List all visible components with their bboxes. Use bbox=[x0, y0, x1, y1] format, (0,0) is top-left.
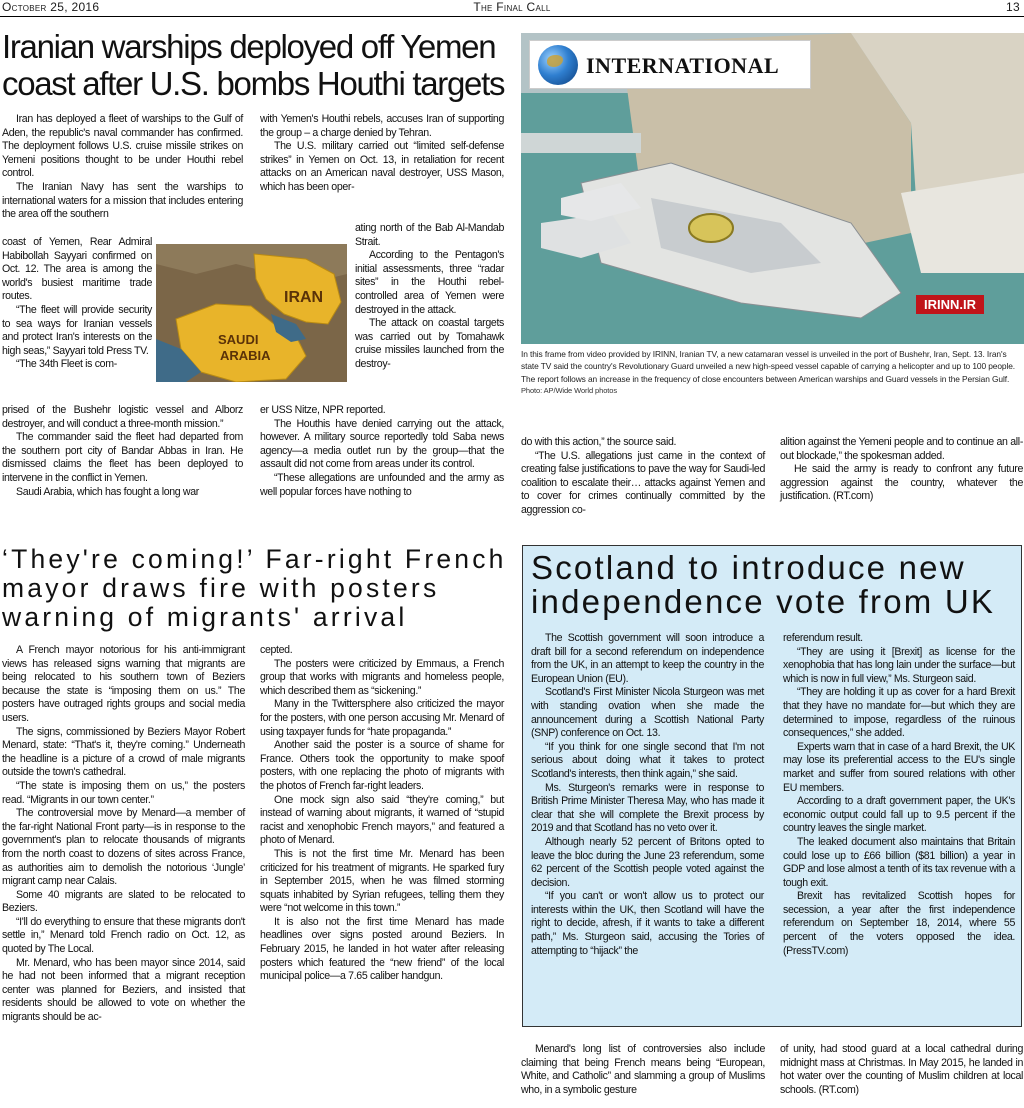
paragraph: “The fleet will provide security to sea ways for Iranian vessels and protect Iran's interests on the high seas,” Sayyari told Press TV. bbox=[2, 303, 152, 357]
paragraph: Some 40 migrants are slated to be relocated to Beziers. bbox=[2, 888, 245, 915]
story1-col2-bottom bbox=[260, 404, 504, 499]
story2-col4 bbox=[780, 1043, 1023, 1097]
paragraph: Experts warn that in case of a hard Brexit, the UK may lose its preferential access to the EU's single market and suffer from soured relations with other EU members. bbox=[783, 740, 1015, 794]
paragraph: Saudi Arabia, which has fought a long war bbox=[16, 485, 199, 498]
story3-col1 bbox=[531, 632, 764, 958]
paragraph: The controversial move by Menard—a member of the far-right National Front party—is in response to the government's plan to relocate thousands of migrants from the north coast to dozens of sites across France, as authorities aim to demolish the notorious ‘Jungle’ migrant camp near Calais. bbox=[2, 807, 245, 888]
paragraph: “The 34th Fleet is com- bbox=[16, 358, 117, 371]
section-badge bbox=[529, 40, 811, 89]
paragraph: The attack on coastal targets was carried out by Tomahawk cruise missiles launched from the destroy- bbox=[355, 317, 504, 370]
photo-caption bbox=[521, 348, 1024, 398]
middle-east-map bbox=[156, 244, 347, 382]
paragraph: “The U.S. allegations just came in the context of creating false justifications to pave the way for Saudi-led coalition to escalate their… attacks against Yemen and to cover for crimes continually committed by the aggression co- bbox=[521, 449, 765, 516]
story3-headline: Scotland to introduce new independence vote from UK bbox=[531, 549, 996, 620]
story2-col2 bbox=[260, 644, 504, 984]
paragraph: Mr. Menard, who has been mayor since 2014, said he had not been informed that a migrant reception center was planned for Beziers, and insisted that residents should be allowed to vote on whether the migrants should be ac- bbox=[2, 956, 245, 1024]
paragraph: A French mayor notorious for his anti-immigrant views has released signs warning that migrants are being relocated to his southern town of Beziers because the state is “imposing them on us.” The posters have outraged rights groups and social media users. bbox=[2, 644, 245, 724]
story1-col1-wrap bbox=[2, 236, 152, 372]
paragraph: er USS Nitze, NPR reported. bbox=[260, 404, 386, 416]
globe-icon bbox=[538, 45, 578, 85]
paragraph: Iran has deployed a fleet of warships to the Gulf of Aden, the republic's naval commander has confirmed. The deployment follows U.S. cruise missile strikes on Yemeni positions thought to be under Houthi rebel control. bbox=[2, 113, 243, 180]
paragraph: Ms. Sturgeon's remarks were in response to British Prime Minister Theresa May, who has made it clear that she will complete the Brexit process by 2019 and that Scotland has no veto over it. bbox=[531, 781, 764, 835]
paragraph: This is not the first time Mr. Menard has been criticized for his treatment of migrants. He sparked fury in September 2015, when he was filmed storming squats inhabited by Syrian refugees, telling them they were “not welcome in this town.” bbox=[260, 847, 504, 915]
paragraph: “The state is imposing them on us,” the posters read. “Migrants in our town center.” bbox=[2, 779, 245, 806]
story1-col2-top bbox=[260, 113, 504, 195]
paragraph: It is also not the first time Menard has made headlines over signs posted around Beziers. In February 2015, he landed in hot water after releasing posters which featured the “new friend” of the local municipal police—a 7.65 caliber handgun. bbox=[260, 915, 504, 983]
paragraph: coast of Yemen, Rear Admiral Habibollah Sayyari confirmed on Oct. 12. The area is among the world's busiest maritime trade routes. bbox=[2, 236, 152, 303]
paragraph: Scotland's First Minister Nicola Sturgeon was met with standing ovation when she made the announcement during a Scottish National Party (SNP) conference on Oct. 13. bbox=[531, 686, 764, 740]
paragraph: Many in the Twittersphere also criticized the mayor for the posters, with one person accusing Mr. Menard of using taxpayer funds for “hate propaganda.” bbox=[260, 698, 504, 738]
map-label-saudi: SAUDI bbox=[218, 332, 259, 347]
paragraph: Brexit has revitalized Scottish hopes for secession, a year after the first independence referendum on September 18, 2014, where 55 percent of the voters opposed the idea. (PressTV.com) bbox=[783, 890, 1015, 957]
issue-date: October 25, 2016 bbox=[2, 0, 100, 14]
paragraph: The signs, commissioned by Beziers Mayor Robert Menard, state: “That's it, they're coming.” Underneath the headline is a picture of a crowd of male migrants outside the town's cathedral. bbox=[2, 725, 245, 779]
story3-col2 bbox=[783, 632, 1015, 958]
paragraph: The posters were criticized by Emmaus, a French group that works with migrants and homeless people, which described them as “sickening.” bbox=[260, 657, 504, 697]
paragraph: with Yemen's Houthi rebels, accuses Iran of supporting the group – a charge denied by Tehran. bbox=[260, 113, 504, 139]
paragraph: The leaked document also maintains that Britain could lose up to £66 billion ($81 billion) a year in GDP and lose almost a tenth of its tax revenue with a tough exit. bbox=[783, 835, 1015, 889]
paragraph: The commander said the fleet had departed from the southern port city of Bandar Abbas in Iran. He dismissed claims the fleet has been deployed to intervene in the conflict in Yemen. bbox=[2, 431, 243, 484]
photo-credit: Photo: AP/Wide World photos bbox=[521, 386, 617, 396]
paragraph: He said the army is ready to confront any future aggression against the country, whatever the justification. (RT.com) bbox=[780, 463, 1023, 503]
story2-col3 bbox=[521, 1043, 765, 1097]
paragraph: The Houthis have denied carrying out the attack, however. A military source reportedly told Saba news agency—a media outlet run by the group—that the assault did not come from areas under its control. bbox=[260, 417, 504, 471]
paragraph: “I'll do everything to ensure that these migrants don't settle in,” Menard told French radio on Oct. 12, as quoted by The Local. bbox=[2, 915, 245, 956]
story1-col1-bottom bbox=[2, 404, 243, 499]
paper-name: The Final Call bbox=[473, 0, 551, 14]
paragraph: “If you think for one single second that I'm not serious about doing what it takes to protect Scotland's interests, then think again,” she said. bbox=[531, 740, 764, 780]
paragraph: The Iranian Navy has sent the warships to international waters for a mission that includes entering the area off the southern bbox=[2, 180, 243, 221]
paragraph: According to a draft government paper, the UK's economic output could fall up to 9.5 percent if the country leaves the single market. bbox=[783, 795, 1015, 835]
channel-watermark: IRINN.IR bbox=[916, 295, 984, 314]
paragraph: The Scottish government will soon introduce a draft bill for a second referendum on independence from the UK, in an attempt to keep the country in the European Union (EU). bbox=[531, 632, 764, 685]
paragraph: One mock sign also said “they're coming,” but instead of warning about migrants, it warned of “stupid racist and xenophobic French mayors,” and featured a photo of Menard. bbox=[260, 793, 504, 847]
page-header bbox=[0, 0, 1024, 17]
paragraph: “If you can't or won't allow us to protect our interests within the UK, then Scotland will have the right to decide, afresh, if it wants to take a different path,” Ms. Sturgeon said, accusing the Tories of attempting to “hijack” the bbox=[531, 890, 764, 957]
paragraph: Another said the poster is a source of shame for France. Others took the opportunity to make spoof posters, with one replacing the photo of migrants with the photos of French far-right leaders. bbox=[260, 739, 504, 792]
story1-col4 bbox=[780, 436, 1023, 504]
paragraph: “These allegations are unfounded and the army as well popular forces have nothing to bbox=[260, 471, 504, 498]
story2-headline: ‘They're coming!’ Far-right French mayor draws fire with posters warning of migrants' arrival bbox=[2, 544, 507, 632]
paragraph: According to the Pentagon's initial assessments, three “radar sites” in the Houthi rebel-controlled area of Yemen were destroyed in the attack. bbox=[355, 249, 504, 316]
story1-col2-wrap bbox=[355, 222, 504, 372]
paragraph: The U.S. military carried out “limited self-defense strikes” in Yemen on Oct. 13, in retaliation for recent attacks on an American naval destroyer, USS Mason, which has been oper- bbox=[260, 140, 504, 193]
paragraph: prised of the Bushehr logistic vessel and Alborz destroyer, and will conduct a three-month mission.” bbox=[2, 404, 243, 430]
story1-col1-top bbox=[2, 113, 243, 222]
story1-col3 bbox=[521, 436, 765, 518]
section-badge-label: INTERNATIONAL bbox=[586, 53, 780, 78]
paragraph: Menard's long list of controversies also include claiming that being French means being “European, White, and Catholic” and slamming a group of Muslims who, in a symbolic gesture bbox=[521, 1043, 765, 1096]
paragraph: ating north of the Bab Al-Mandab Strait. bbox=[355, 222, 504, 248]
paragraph: “They are using it [Brexit] as license for the xenophobia that has long lain under the surface—but which is now in full view,” Ms. Sturgeon said. bbox=[783, 645, 1015, 685]
paragraph: alition against the Yemeni people and to continue an all-out blockade,” the spokesman added. bbox=[780, 436, 1023, 462]
caption-text: In this frame from video provided by IRINN, Iranian TV, a new catamaran vessel is unveiled in the port of Bushehr, Iran, Sept. 13. Iran's state TV said the country's Revolutionary Guard unveiled a new high-speed vessel capable of carrying a helicopter and up to 100 people. The report follows an increase in the frequency of close encounters between American warships and Guard vessels in the Persian Gulf. bbox=[521, 349, 1016, 384]
map-label-arabia: ARABIA bbox=[220, 348, 271, 363]
story1-headline: Iranian warships deployed off Yemen coast after U.S. bombs Houthi targets bbox=[2, 28, 505, 102]
paragraph: “They are holding it up as cover for a hard Brexit that they have no mandate for—but which they are determined to impose, regardless of the ruinous consequences,” she added. bbox=[783, 686, 1015, 740]
paragraph: do with this action,” the source said. bbox=[521, 436, 677, 448]
paragraph: Although nearly 52 percent of Britons opted to leave the bloc during the June 23 referendum, some 62 percent of the Scottish people voted against the decision. bbox=[531, 835, 764, 889]
paragraph: cepted. bbox=[260, 644, 293, 656]
page-number: 13 bbox=[1006, 0, 1020, 14]
map-label-iran: IRAN bbox=[284, 289, 324, 306]
story2-col1 bbox=[2, 644, 245, 1025]
paragraph: of unity, had stood guard at a local cathedral during midnight mass at Christmas. In May 2015, he landed in hot water over the counting of Muslim children at local schools. (RT.com) bbox=[780, 1043, 1023, 1096]
paragraph: referendum result. bbox=[783, 632, 863, 644]
